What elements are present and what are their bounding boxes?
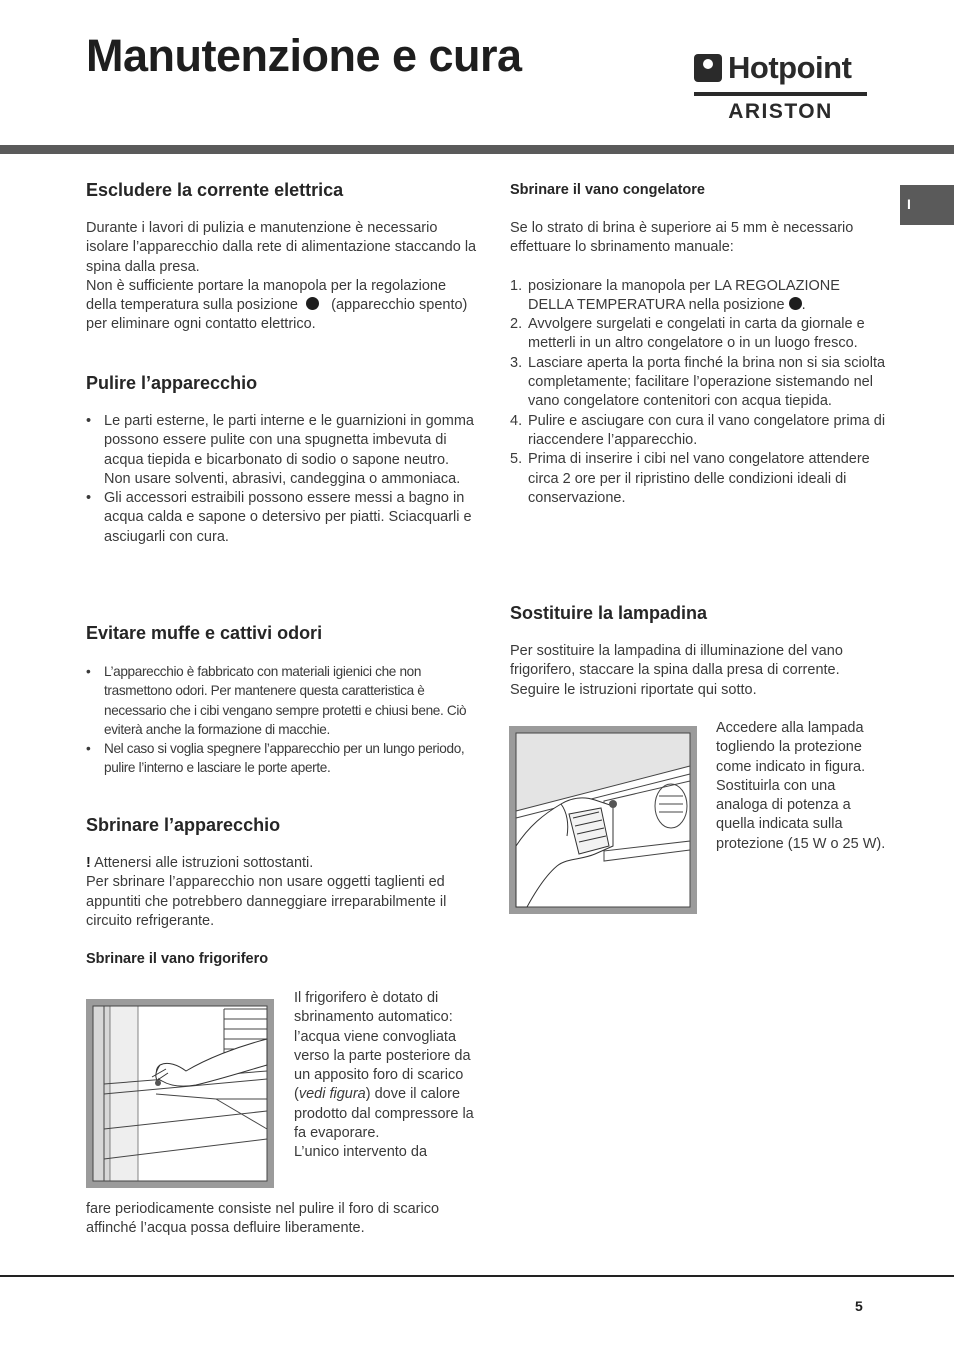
paragraph-emphasis: vedi figura bbox=[298, 1086, 366, 1103]
list-item: • Le parti esterne, le parti interne e le guarnizioni in gomma possono essere pulite con una spugnetta imbevuta di acqua tiepida e bicarbonato di sodio o sapone neutro. Non usare solventi, abrasivi, candeggina o ammoniaca. bbox=[86, 412, 476, 489]
paragraph bbox=[86, 277, 478, 335]
brand-logo bbox=[694, 52, 870, 88]
list-text: posizionare la manopola per LA REGOLAZIONE DELLA TEMPERATURA nella posizione bbox=[528, 277, 840, 313]
paragraph: fare periodicamente consiste nel pulire il foro di scarico affinché l’acqua possa defluire liberamente. bbox=[86, 1201, 440, 1237]
subheading-vano-congelatore: Sbrinare il vano congelatore bbox=[510, 182, 705, 198]
page-title: Manutenzione e cura bbox=[86, 30, 522, 81]
heading-sbrinare: Sbrinare l’apparecchio bbox=[86, 815, 281, 835]
heading-escludere-corrente: Escludere la corrente elettrica bbox=[86, 180, 344, 200]
page-number: 5 bbox=[855, 1298, 863, 1314]
lamp-figure-caption: Accedere alla lampada togliendo la protezione come indicato in figura. Sostituirla con una analoga di potenza a quella indicata sulla protezione (15 W o 25 W). bbox=[716, 720, 886, 852]
section-pulire bbox=[86, 412, 476, 547]
paragraph: Per sostituire la lampadina di illuminazione del vano frigorifero, staccare la spina dalla presa di corrente. Seguire le istruzioni riportate qui sotto. bbox=[510, 643, 843, 698]
logo-sub-text: ARISTON bbox=[728, 100, 833, 123]
paragraph bbox=[294, 989, 474, 1143]
paragraph: Durante i lavori di pulizia e manutenzione è necessario isolare l’apparecchio dalla rete di alimentazione staccando la spina dalla presa. bbox=[86, 220, 477, 275]
paragraph-text: Il frigorifero è dotato di sbrinamento automatico: l’acqua viene convogliata verso la parte posteriore da un apposito foro di scarico ( bbox=[294, 990, 471, 1103]
list-text: . bbox=[801, 296, 806, 313]
list-text: Lasciare aperta la porta finché la brina non si sia sciolta completamente; facilitare l’operazione sistemando nel vano congelatore contenitori con acqua tiepida. bbox=[528, 354, 886, 410]
logo-divider bbox=[694, 92, 867, 96]
logo-mark-icon bbox=[694, 54, 722, 82]
warning-text: Attenersi alle istruzioni sottostanti. bbox=[94, 855, 314, 871]
lamp-replacement-illustration bbox=[509, 726, 697, 914]
language-tab bbox=[900, 185, 954, 225]
footer-rule bbox=[0, 1275, 954, 1277]
paragraph-text: Non è sufficiente portare la manopola per la regolazione della temperatura sulla posizione bbox=[86, 277, 447, 314]
section-vano-congelatore bbox=[510, 219, 888, 508]
list-number: 5. bbox=[510, 451, 523, 468]
list-item bbox=[510, 412, 888, 451]
subheading-vano-frigorifero: Sbrinare il vano frigorifero bbox=[86, 951, 269, 967]
warning-icon: ! bbox=[86, 855, 91, 871]
list-item: • Gli accessori estraibili possono essere messi a bagno in acqua calda e sapone o detersivo per piatti. Sciacquarli e asciugarli con cura. bbox=[86, 489, 476, 547]
header-bar bbox=[0, 145, 954, 154]
fridge-figure-caption bbox=[294, 989, 474, 1163]
list-number: 1. bbox=[510, 277, 523, 294]
paragraph-text: (apparecchio spento) per eliminare ogni contatto elettrico. bbox=[86, 297, 468, 333]
logo-brand-text: Hotpoint bbox=[728, 50, 852, 85]
lamp-replacement-figure bbox=[509, 726, 697, 914]
fridge-drain-illustration bbox=[86, 999, 274, 1188]
list-number: 3. bbox=[510, 354, 523, 371]
section-evitare-muffe bbox=[86, 662, 480, 778]
fridge-drain-figure bbox=[86, 999, 274, 1188]
heading-evitare-muffe: Evitare muffe e cattivi odori bbox=[86, 623, 323, 643]
list-item bbox=[510, 277, 888, 316]
list-item: • L’apparecchio è fabbricato con materiali igienici che non trasmettono odori. Per mantenere questa caratteristica è necessario che i cibi vengano sempre protetti e chiusi bene. Ciò eviterà anche la formazione di macchie. bbox=[86, 662, 480, 739]
heading-pulire: Pulire l’apparecchio bbox=[86, 373, 258, 393]
list-text: Avvolgere surgelati e congelati in carta da giornale e metterli in un altro congelatore o in un luogo fresco. bbox=[528, 316, 865, 352]
heading-sostituire-lampadina: Sostituire la lampadina bbox=[510, 603, 708, 623]
paragraph-text: ) dove il calore prodotto dal compressore la fa evaporare. bbox=[294, 1086, 474, 1142]
off-position-dot-icon bbox=[306, 297, 319, 310]
list-text: Pulire e asciugare con cura il vano congelatore prima di riaccendere l’apparecchio. bbox=[528, 412, 886, 448]
language-tab-label: I bbox=[907, 196, 911, 212]
list-number: 4. bbox=[510, 412, 523, 429]
paragraph: L’unico intervento da bbox=[294, 1144, 428, 1161]
list-number: 2. bbox=[510, 316, 523, 333]
warning-line bbox=[86, 854, 476, 873]
list-text: Prima di inserire i cibi nel vano congelatore attendere circa 2 ore per il ripristino delle condizioni ideali di conservazione. bbox=[528, 451, 870, 506]
list-item bbox=[510, 354, 888, 412]
off-position-dot-icon bbox=[789, 297, 802, 310]
section-escludere-corrente bbox=[86, 219, 478, 335]
paragraph: Per sbrinare l’apparecchio non usare oggetti taglienti ed appuntiti che potrebbero danneggiare irreparabilmente il circuito refrigerante. bbox=[86, 874, 447, 929]
list-item bbox=[510, 315, 888, 354]
paragraph: Se lo strato di brina è superiore ai 5 mm è necessario effettuare lo sbrinamento manuale: bbox=[510, 220, 854, 256]
section-sbrinare bbox=[86, 854, 476, 931]
list-item bbox=[510, 450, 888, 508]
list-item: • Nel caso si voglia spegnere l’apparecchio per un lungo periodo, pulire l’interno e lasciare le porte aperte. bbox=[86, 739, 480, 778]
